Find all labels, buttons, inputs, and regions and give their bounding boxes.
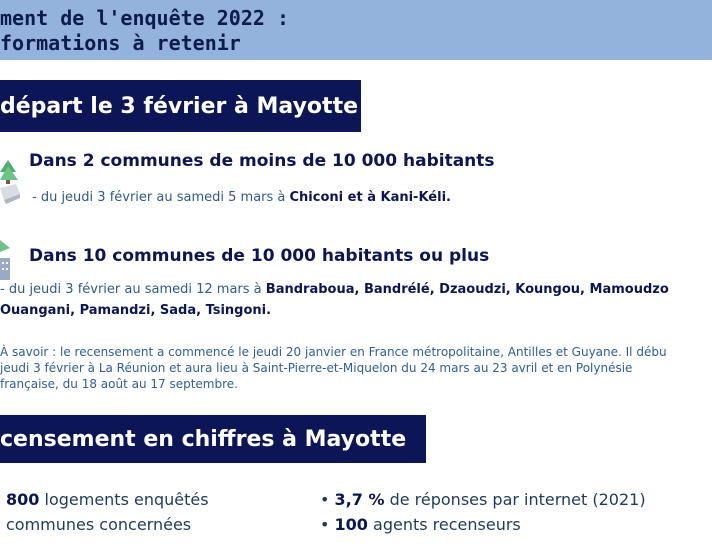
info-note-line1: À savoir : le recensement a commencé le jeudi 20 janvier en France métropolitaine, Antilles et Guyane. Il débu [0, 345, 667, 359]
building-icon [0, 240, 14, 282]
stat-communes [6, 515, 191, 534]
small-communes-detail [32, 190, 451, 205]
info-note-line2: jeudi 3 février à La Réunion et aura lieu à Saint-Pierre-et-Miquelon du 24 mars au 23 avril et en Polynésie [0, 361, 633, 375]
large-communes-detail-line1 [0, 282, 669, 297]
stat-housing [6, 490, 209, 509]
figures-banner [0, 415, 426, 463]
info-note-line3: française, du 18 août au 17 septembre. [0, 377, 238, 391]
large-communes-title: Dans 10 communes de 10 000 habitants ou plus [29, 246, 490, 266]
large-communes-places-2: Ouangani, Pamandzi, Sada, Tsingoni. [0, 303, 272, 318]
large-communes-detail-line2 [0, 303, 271, 318]
stat-internet-text: de réponses par internet (2021) [384, 490, 646, 509]
small-communes-period: - du jeudi 3 février au samedi 5 mars à [32, 190, 290, 205]
info-note [0, 344, 712, 392]
header-title-line1: ment de l'enquête 2022 : [0, 6, 289, 30]
stat-agents [320, 515, 521, 534]
large-communes-places-1: Bandraboua, Bandrélé, Dzaoudzi, Koungou, Mamoudzo [265, 282, 669, 297]
bullet-icon: • [320, 490, 335, 509]
stat-internet-value: 3,7 % [334, 490, 385, 509]
stat-housing-value: 800 [6, 490, 40, 509]
stat-agents-text: agents recenseurs [367, 515, 521, 534]
start-banner-label: départ le 3 février à Mayotte [0, 93, 359, 119]
stat-internet [320, 490, 646, 509]
start-banner [0, 80, 361, 132]
small-communes-title: Dans 2 communes de moins de 10 000 habitants [29, 151, 495, 171]
figures-banner-label: censement en chiffres à Mayotte [0, 426, 407, 452]
large-communes-period: - du jeudi 3 février au samedi 12 mars à [0, 282, 266, 297]
stat-communes-text: communes concernées [6, 515, 192, 534]
bullet-icon: • [320, 515, 335, 534]
small-communes-places: Chiconi et à Kani-Kéli. [289, 190, 451, 205]
stat-agents-value: 100 [334, 515, 368, 534]
stat-housing-text: logements enquêtés [39, 490, 209, 509]
village-icon [0, 158, 24, 206]
header-title-line2: formations à retenir [0, 31, 241, 55]
